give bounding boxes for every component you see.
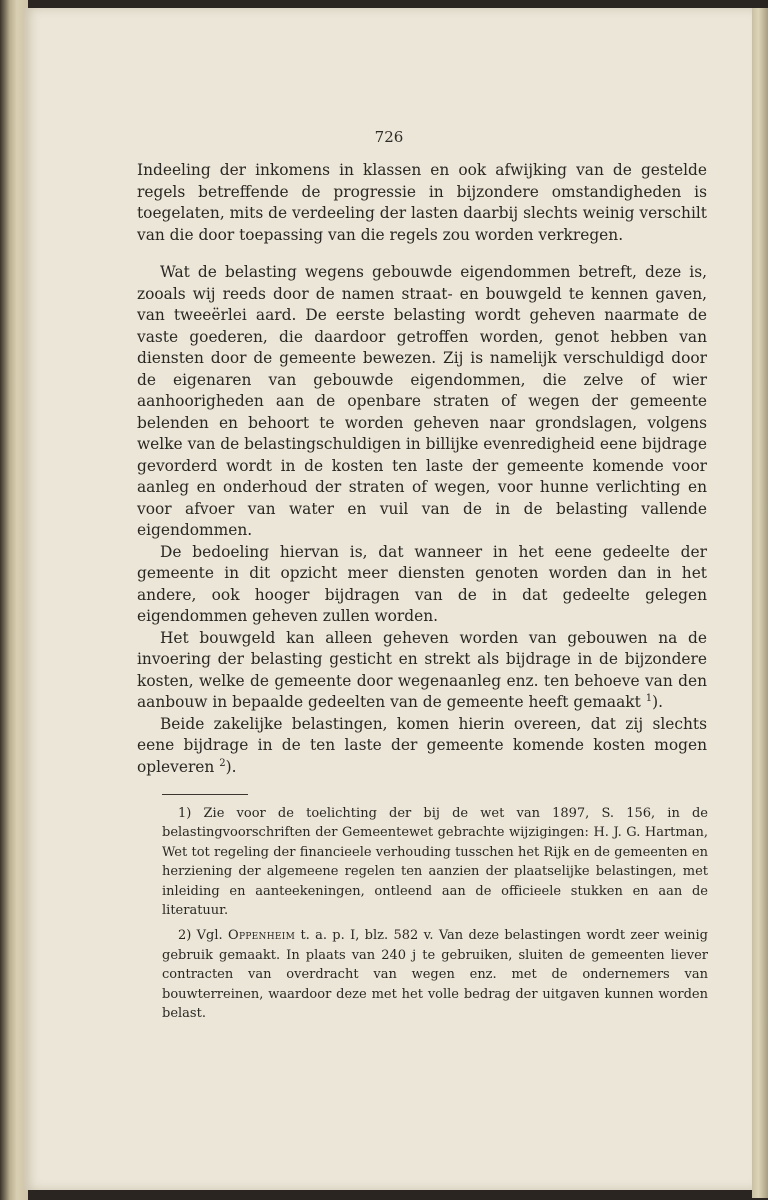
page-number: 726 [374, 128, 404, 146]
page-edge [752, 8, 768, 1198]
footnote-divider [162, 794, 248, 795]
paragraph-4 [137, 628, 707, 714]
footnote-ref-1[interactable]: 1 [645, 692, 653, 704]
footnote-1-text: Zie voor de toelichting der bij de wet van 1897, S. 156, in de belastingvoorschriften der Gemeentewet gebrachte wijzigingen: H. J. G. Hartman, Wet tot regeling der financieele verhouding tusschen het Rijk en de gemeenten en herziening der algemeene regelen ten aanzien der plaatselijke belastingen, met inleiding en aanteekeningen, ontleend aan de officieele stukken en aan de literatuur. [162, 806, 709, 919]
paragraph-1: Indeeling der inkomens in klassen en ook afwijking van de gestelde regels betreffende de progressie in bijzondere omstandigheden is toegelaten, mits de verdeeling der lasten daarbij slechts weinig verschilt van die door toepassing van die regels zou worden verkregen. [137, 161, 707, 244]
paragraph-3: De bedoeling hiervan is, dat wanneer in het eene gedeelte der gemeente in dit opzicht meer diensten genoten worden dan in het andere, ook hooger bijdragen van de in dat gedeelte gelegen eigendommen geheven zullen worden. [137, 542, 707, 625]
body-text [137, 160, 707, 778]
footnotes [162, 804, 708, 1023]
footnote-1 [162, 804, 708, 920]
paragraph-5-tail: ). [225, 757, 237, 776]
footnote-2-text: t. a. p. I, blz. 582 v. Van deze belastingen wordt zeer weinig gebruik gemaakt. In plaats van 240 j te gebruiken, sluiten de gemeenten liever contracten van overdracht van wegen enz. met de ondernemers van bouwterreinen, waardoor deze met het volle bedrag der uitgaven kunnen worden belast. [162, 928, 709, 1022]
footnote-ref-2[interactable]: 2 [219, 757, 226, 769]
paragraph-5-text: Beide zakelijke belastingen, komen hierin overeen, dat zij slechts eene bijdrage in de ten laste der gemeente komende kosten mogen opleveren [137, 714, 707, 776]
paragraph-4-text: Het bouwgeld kan alleen geheven worden van gebouwen na de invoering der belasting gesticht en strekt als bijdrage in de bijzondere kosten, welke de gemeente door wegenaanleg enz. ten behoeve van den aanbouw in bepaalde gedeelten van de gemeente heeft gemaakt [137, 628, 707, 711]
paragraph-2: Wat de belasting wegens gebouwde eigendommen betreft, deze is, zooals wij reeds door de namen straat- en bouwgeld te kennen gaven, van tweeërlei aard. De eerste belasting wordt geheven naarmate de vaste goederen, die daardoor getroffen worden, genot hebben van diensten door de gemeente bewezen. Zij is namelijk verschuldigd door de eigenaren van gebouwde eigendommen, die zelve of wier aanhoorigheden aan de openbare straten of wegen der gemeente belenden en behoort te worden geheven naar grondslagen, volgens welke van de belastingschuldigen in billijke evenredigheid eene bijdrage gevorderd wordt in de kosten ten laste der gemeente komende voor aanleg en onderhoud der straten of wegen, voor hunne verlichting en voor afvoer van water en vuil van de in de belasting vallende eigendommen. [137, 263, 707, 539]
footnote-1-marker: 1) [178, 806, 192, 821]
footnote-2-pre: Vgl. [196, 928, 223, 944]
paragraph-4-tail: ). [652, 693, 663, 711]
footnote-2-marker: 2) [178, 928, 192, 944]
footnote-2 [162, 926, 708, 1023]
paragraph-5 [137, 714, 707, 779]
footnote-2-author: Oppenheim [228, 928, 296, 944]
